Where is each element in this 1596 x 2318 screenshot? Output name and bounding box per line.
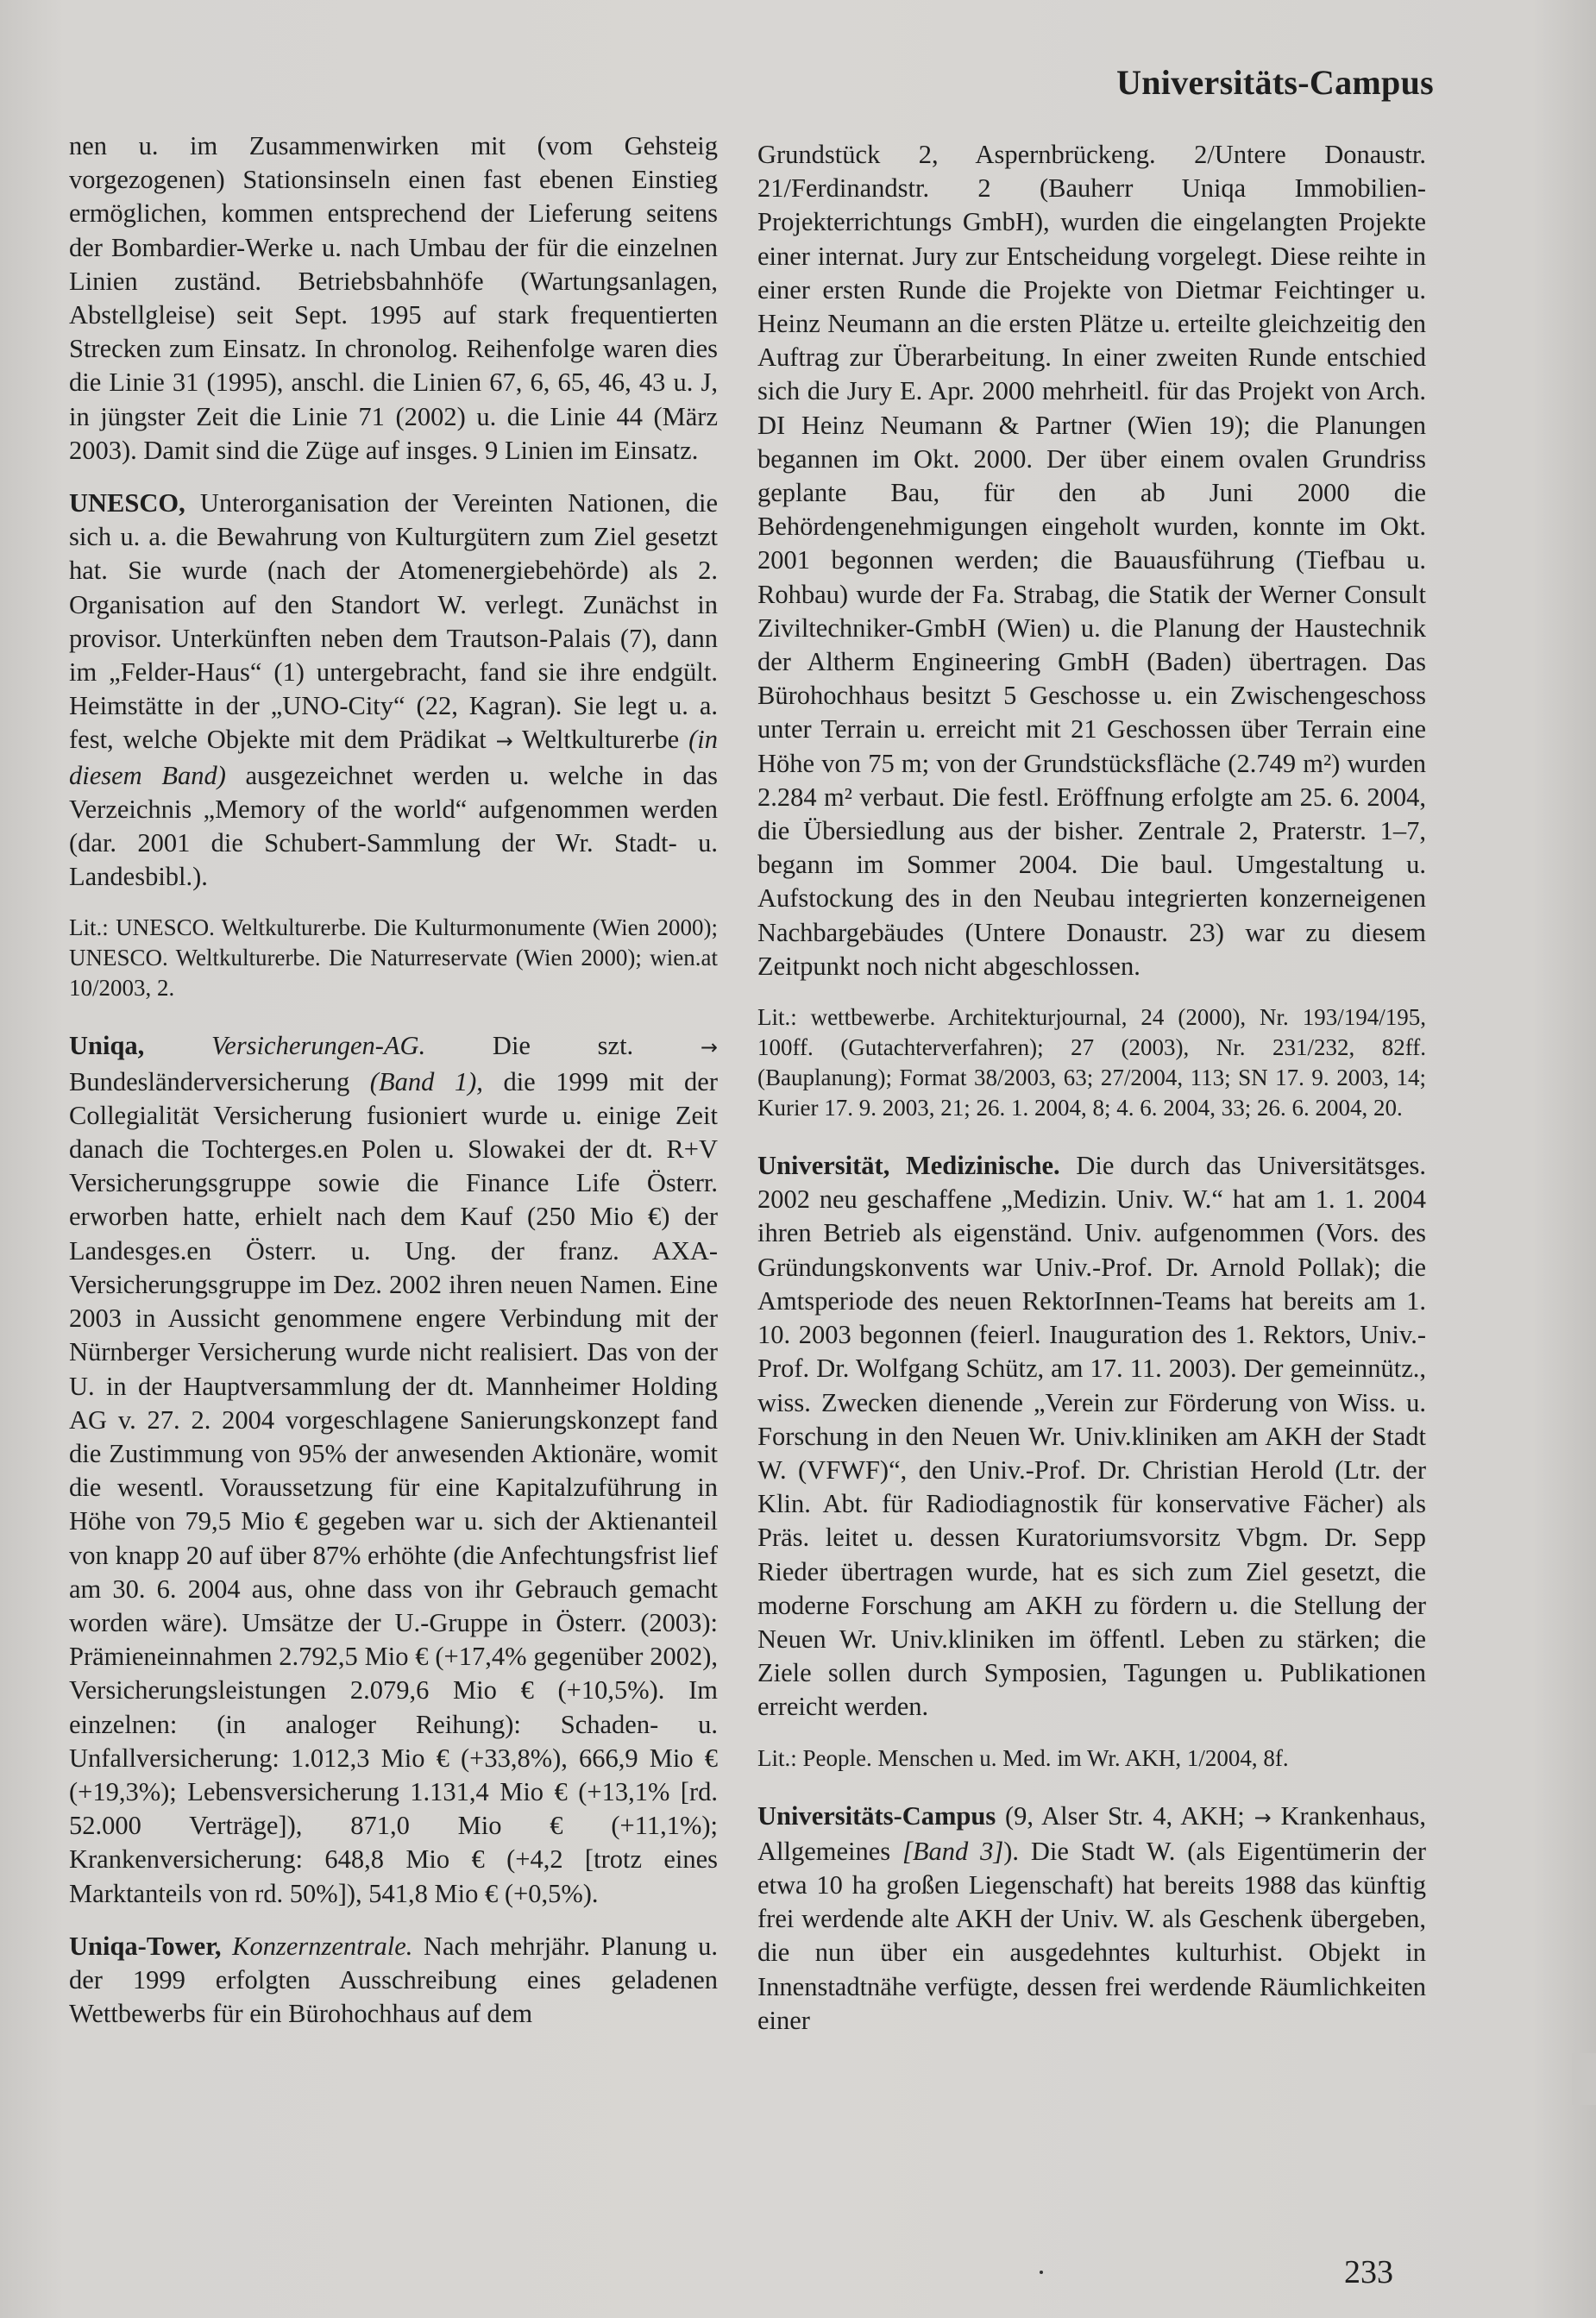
entry-uniqa: [69, 1029, 718, 1910]
entry-text: [69, 1029, 718, 1910]
entry-text: [757, 1800, 1426, 2038]
literature-reference: Lit.: UNESCO. Weltkulturerbe. Die Kulturmonumente (Wien 2000); UNESCO. Weltkulturerbe. Die Naturreservate (Wien 2000); wien.at 10/2003, 2.: [69, 914, 718, 1002]
entry-text: [69, 1930, 718, 2032]
lemma: Uniqa,: [69, 1031, 145, 1061]
entry-medical-university: [757, 1149, 1426, 1724]
cross-reference-arrow-icon: →: [700, 1035, 718, 1060]
lemma-gloss: Konzernzentrale.: [221, 1931, 413, 1961]
cross-reference: (in diesem Band): [69, 725, 718, 790]
entry-body: Weltkulturerbe: [512, 725, 689, 755]
right-column: [757, 138, 1426, 2057]
entry-body: ). Die Stadt W. (als Eigentümerin der etwa 10 ha großen Liegenschaft) hat bereits 1988 das künftig frei werdende alte AKH der Univ. W. als Geschenk übergeben, die nun über ein ausgedehntes kulturhist. Objekt in Innenstadtnähe verfügte, dessen frei werdende Räumlichkeiten einer: [757, 1836, 1426, 2035]
literature-reference: Lit.: People. Menschen u. Med. im Wr. AKH, 1/2004, 8f.: [757, 1744, 1289, 1771]
entry-text: [757, 1149, 1426, 1724]
lemma: Universität, Medizinische.: [757, 1151, 1060, 1181]
cross-reference-arrow-icon: →: [495, 729, 513, 754]
lemma: Universitäts-Campus: [757, 1800, 996, 1831]
cross-reference: (Band 1),: [369, 1066, 483, 1096]
entry-text: Grundstück 2, Aspernbrückeng. 2/Untere Donaustr. 21/Ferdinandstr. 2 (Bauherr Uniqa Immobilien-Projekterrichtungs GmbH), wurden die eingelangten Projekte einer internat. Jury zur Entscheidung vorgelegt. Diese reihte in einer ersten Runde die Projekte von Dietmar Feichtinger u. Heinz Neumann an die ersten Plätze u. erteilte gleichzeitig den Auftrag zur Überarbeitung. In einer zweiten Runde entschied sich die Jury E. Apr. 2000 mehrheitl. für das Projekt von Arch. DI Heinz Neumann & Partner (Wien 19); die Planungen begannen im Okt. 2000. Der über einem ovalen Grundriss geplante Bau, für den ab Juni 2000 die Behördengenehmigungen eingeholt wurden, konnte im Okt. 2001 begonnen werden; die Bauausführung (Tiefbau u. Rohbau) wurde der Fa. Strabag, die Statik der Werner Consult Ziviltechniker-GmbH (Wien) u. die Planung der Haustechnik der Altherm Engineering GmbH (Baden) übertragen. Das Bürohochhaus besitzt 5 Geschosse u. ein Zwischengeschoss unter Terrain u. erreicht mit 21 Geschossen über Terrain eine Höhe von 75 m; von der Grundstücksfläche (2.749 m²) wurden 2.284 m² verbaut. Die festl. Eröffnung erfolgte am 25. 6. 2004, die Übersiedlung aus der bisher. Zentrale 2, Praterstr. 1–7, begann im Sommer 2004. Die baul. Umgestaltung u. Aufstockung des in den Neubau integrierten konzerneigenen Nachbargebäudes (Untere Donaustr. 23) war zu diesem Zeitpunkt noch nicht abgeschlossen.: [757, 140, 1426, 981]
entry-body: Krankenhaus, Allgemeines: [757, 1800, 1426, 1866]
entry-body: die 1999 mit der Collegialität Versicherung fusioniert wurde u. einige Zeit danach die Tochterges.en Polen u. Slowakei der dt. R+V Versicherungsgruppe sowie die Finance Life Österr. erworben hatte, erhielt nach dem Kauf (250 Mio €) der Landesges.en Österr. u. Ung. der franz. AXA-Versicherungsgruppe im Dez. 2002 ihren neuen Namen. Eine 2003 in Aussicht genommene engere Verbindung mit der Nürnberger Versicherung wurde nicht realisiert. Das von der U. in der Hauptversammlung der dt. Mannheimer Holding AG v. 27. 2. 2004 vorgeschlagene Sanierungskonzept fand die Zustimmung von 95% der anwesenden Aktionäre, womit die wesentl. Voraussetzung für eine Kapitalzuführung in Höhe von 79,5 Mio € gegeben war u. sich der Aktienanteil von knapp 20 auf über 87% erhöhte (die Anfechtungsfrist lief am 30. 6. 2004 aus, ohne dass von ihr Gebrauch gemacht worden wäre). Umsätze der U.-Gruppe in Österr. (2003): Prämieneinnahmen 2.792,5 Mio € (+17,4% gegenüber 2002), Versicherungsleistungen 2.079,6 Mio € (+10,5%). Im einzelnen: (in analoger Reihung): Schaden- u. Unfallversicherung: 1.012,3 Mio € (+33,8%), 666,9 Mio € (+19,3%); Lebensversicherung 1.131,4 Mio € (+13,1% [rd. 52.000 Verträge]), 871,0 Mio € (+11,1%); Krankenversicherung: 648,8 Mio € (+4,2 [trotz eines Marktanteils von rd. 50%]), 541,8 Mio € (+0,5%).: [69, 1066, 718, 1908]
entry-university-campus: [757, 1800, 1426, 2038]
entry-body: Unterorganisation der Vereinten Nationen, die sich u. a. die Bewahrung von Kulturgütern zum Ziel gesetzt hat. Sie wurde (nach der Atomenergiebehörde) als 2. Organisation auf den Standort W. verlegt. Zunächst in provisor. Unterkünften neben dem Trautson-Palais (7), dann im „Felder-Haus“ (1) untergebracht, fand sie ihre endgült. Heimstätte in der „UNO-City“ (22, Kagran). Sie legt u. a. fest, welche Objekte mit dem Prädikat: [69, 488, 718, 755]
entry-text: nen u. im Zusammenwirken mit (vom Gehsteig vorgezogenen) Stationsinseln einen fast ebenen Einstieg ermöglichen, kommen entsprechend der Lieferung seitens der Bombardier-Werke u. nach Umbau der für die einzelnen Linien zuständ. Betriebsbahnhöfe (Wartungsanlagen, Abstellgleise) seit Sept. 1995 auf stark frequentierten Strecken zum Einsatz. In chronolog. Reihenfolge waren dies die Linie 31 (1995), anschl. die Linien 67, 6, 65, 46, 43 u. J, in jüngster Zeit die Linie 71 (2002) u. die Linie 44 (März 2003). Damit sind die Züge auf insges. 9 Linien im Einsatz.: [69, 131, 718, 465]
entry-uniqa-tower: [69, 1930, 718, 2032]
print-speck: [1040, 2271, 1043, 2274]
left-column: [69, 129, 718, 2050]
entry-continuation: [69, 129, 718, 468]
cross-reference-arrow-icon: →: [1254, 1805, 1272, 1830]
entry-body: (9, Alser Str. 4, AKH;: [996, 1800, 1254, 1831]
entry-unesco: [69, 487, 718, 894]
lemma-gloss: Versicherungen-AG.: [144, 1031, 426, 1061]
entry-text: [69, 487, 718, 894]
cross-reference: [Band 3]: [902, 1836, 1004, 1866]
lemma: Uniqa-Tower,: [69, 1931, 222, 1961]
entry-uniqa-tower-continued: [757, 138, 1426, 983]
entry-body: Bundesländerversicherung: [69, 1066, 370, 1096]
literature-reference: Lit.: wettbewerbe. Architekturjournal, 24 (2000), Nr. 193/194/195, 100ff. (Gutachterverfahren); 27 (2003), Nr. 231/232, 82ff. (Bauplanung); Format 38/2003, 63; 27/2004, 113; SN 17. 9. 2003, 14; Kurier 17. 9. 2003, 21; 26. 1. 2004, 8; 4. 6. 2004, 33; 26. 6. 2004, 20.: [757, 1004, 1426, 1121]
entry-body: ausgezeichnet werden u. welche in das Verzeichnis „Memory of the world“ aufgenommen werden (dar. 2001 die Schubert-Sammlung der Wr. Stadt- u. Landesbibl.).: [69, 760, 718, 892]
page-number: 233: [1344, 2254, 1393, 2290]
running-head: Universitäts-Campus: [1116, 63, 1434, 102]
entry-body: Die durch das Universitätsges. 2002 neu geschaffene „Medizin. Univ. W.“ hat am 1. 1. 2004 ihren Betrieb als eigenständ. Univ. aufgenommen (Vors. des Gründungskonvents war Univ.-Prof. Dr. Arnold Pollak); die Amtsperiode des neuen RektorInnen-Teams hat bereits am 1. 10. 2003 begonnen (feierl. Inauguration des 1. Rektors, Univ.-Prof. Dr. Wolfgang Schütz, am 17. 11. 2003). Der gemeinnütz., wiss. Zwecken dienende „Verein zur Förderung von Wiss. u. Forschung in den Neuen Wr. Univ.kliniken am AKH der Stadt W. (VFWF)“, den Univ.-Prof. Dr. Christian Herold (Ltr. der Klin. Abt. für Radiodiagnostik für konservative Fächer) als Präs. leitet u. dessen Kuratoriumsvorsitz Vbgm. Dr. Sepp Rieder übertragen wurde, hat es sich zum Ziel gesetzt, die moderne Forschung am AKH zu fördern u. die Stellung der Neuen Wr. Univ.kliniken im öffentl. Leben zu stärken; die Ziele sollen durch Symposien, Tagungen u. Publikationen erreicht werden.: [757, 1151, 1426, 1722]
entry-body: Die szt.: [425, 1031, 701, 1061]
page-edge-mark: [1572, 2053, 1596, 2105]
entry-body: Nach mehrjähr. Planung u. der 1999 erfolgten Ausschreibung eines geladenen Wettbewerbs für ein Bürohochhaus auf dem: [69, 1931, 718, 2029]
lemma: UNESCO,: [69, 488, 185, 518]
